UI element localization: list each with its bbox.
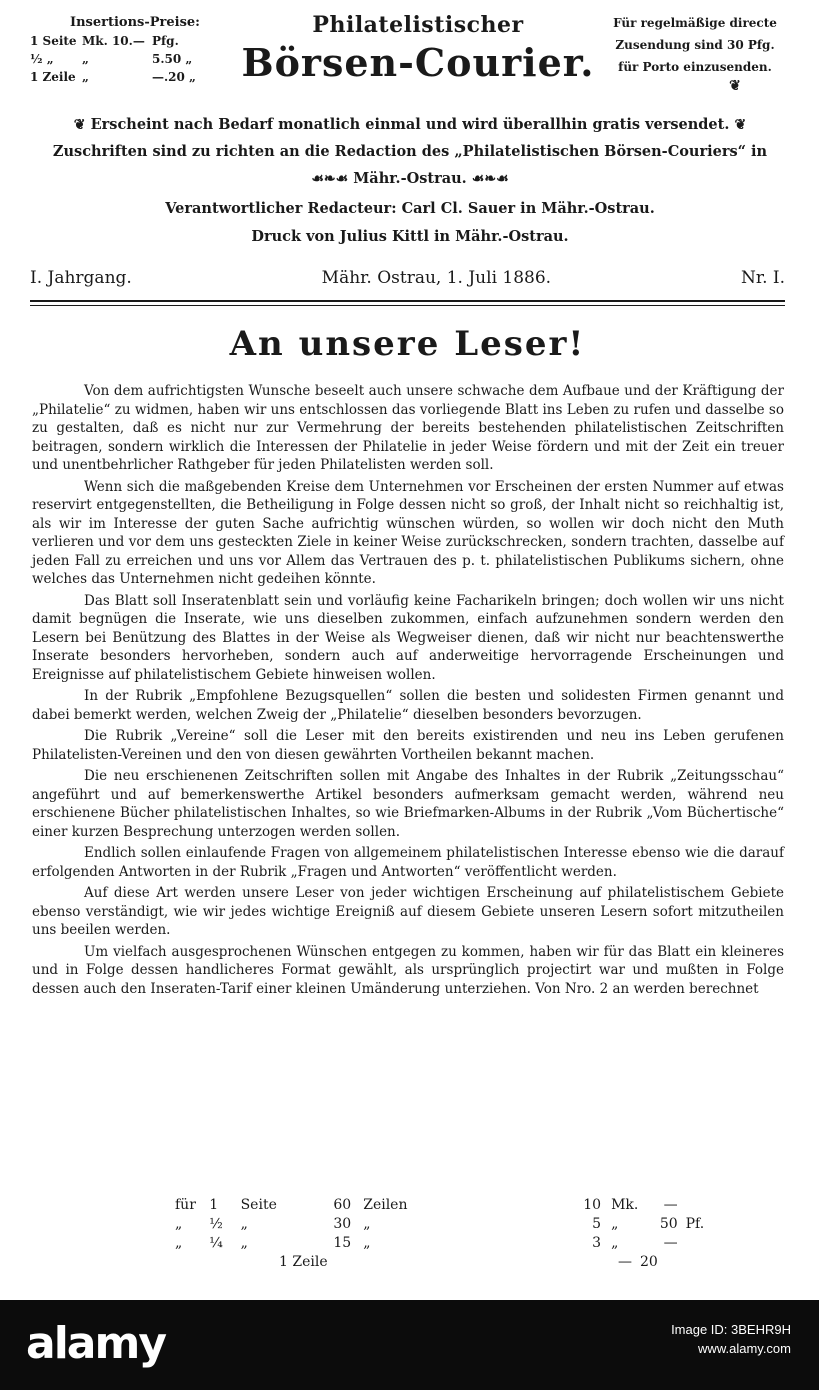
- masthead-line1: Philatelistischer: [312, 12, 524, 38]
- insertion-cell: „: [82, 52, 89, 66]
- subscription-line: für Porto einzusenden.: [618, 60, 772, 74]
- tariff-cell: „: [363, 1235, 371, 1251]
- tariff-cell: „: [363, 1216, 371, 1232]
- editor-line: Verantwortlicher Redacteur: Carl Cl. Sauer in Mähr.-Ostrau.: [165, 200, 655, 217]
- article-headline: An unsere Leser!: [229, 324, 586, 364]
- tariff-cell: „: [611, 1235, 619, 1251]
- correspondence-place: [30, 170, 790, 187]
- paragraph: Wenn sich die maßgebenden Kreise dem Unternehmen vor Erscheinen der ersten Nummer auf etwas reservirt entgegenstellten, die Betheiligung in Folge dessen nicht so groß, der Inhalt nicht so reichhaltig ist, als wir im Interesse der guten Sache aufrichtig wünschen würden, so wollen wir doch nicht den Muth verlieren und vor dem uns gesteckten Ziele in keiner Weise zurückschrecken, sondern trachten, dasselbe auf jeden Fall zu erreichen und uns vor Allem das Vertrauen des p. t. philatelistischen Publikums sichern, ohne welches das Unternehmen nicht gedeihen könnte.: [32, 478, 784, 587]
- insertion-cell: „: [82, 70, 89, 84]
- tariff-cell: 60: [333, 1197, 352, 1213]
- tariff-row: [175, 1196, 715, 1215]
- dateline: [30, 268, 785, 288]
- tariff-cell: ¼: [209, 1235, 223, 1251]
- ornament-icon: ☙❧☙: [471, 171, 509, 187]
- publication-note-text: Erscheint nach Bedarf monatlich einmal und wird überallhin gratis versendet.: [90, 116, 730, 133]
- tariff-cell: Pf.: [685, 1216, 705, 1232]
- fleuron-icon: ❦: [729, 78, 741, 94]
- paragraph: Das Blatt soll Inseratenblatt sein und vorläufig keine Facharikeln bringen; doch wollen wir uns nicht damit begnügen die Inserate, wie uns dieselben zukommen, einfach aufzunehmen sondern werden den Lesern bei Benützung des Blattes in der Weise als Wegweiser dienen, daß wir nicht nur beachtenswerthe Inserate besonders hervorheben, sondern auch auf anderweitige hervorragende Erscheinungen und Ereignisse auf philatelistischem Gebiete hinweisen wollen.: [32, 592, 784, 683]
- tariff-cell: „: [611, 1216, 619, 1232]
- subscription-note: [590, 12, 800, 94]
- publication-note: [30, 116, 790, 133]
- insertion-cell: 5.50 „: [152, 52, 193, 66]
- tariff-cell: „: [240, 1216, 248, 1232]
- tariff-cell: —: [663, 1235, 678, 1251]
- insertion-cell: —.20 „: [152, 70, 196, 84]
- insertion-cell: 1 Zeile: [30, 70, 76, 84]
- ornament-icon: ☙❧☙: [311, 171, 349, 187]
- tariff-single-line: [175, 1253, 715, 1272]
- tariff-cell: 20: [640, 1254, 658, 1270]
- tariff-cell: 1: [209, 1197, 219, 1213]
- tariff-cell: —: [618, 1254, 632, 1270]
- stock-footer: [0, 1300, 819, 1390]
- insertion-row: [30, 50, 240, 68]
- insertion-cell: ½ „: [30, 52, 54, 66]
- fleuron-icon: ❦: [734, 117, 747, 133]
- place-date: Mähr. Ostrau, 1. Juli 1886.: [321, 268, 552, 288]
- tariff-table: [175, 1196, 715, 1272]
- tariff-cell: 5: [592, 1216, 602, 1232]
- tariff-cell: 50: [659, 1216, 678, 1232]
- tariff-cell: ½: [209, 1216, 223, 1232]
- tariff-cell: „: [240, 1235, 248, 1251]
- paragraph: Die neu erschienenen Zeitschriften sollen mit Angabe des Inhaltes in der Rubrik „Zeitungsschau“ angeführt und auf bemerkenswerthe Artikel besonders aufmerksam gemacht werden, während neu erschienene Bücher philatelistischen Inhaltes, so wie Briefmarken-Albums in der Rubrik „Vom Büchertische“ einer kurzen Besprechung unterzogen werden sollen.: [32, 768, 784, 840]
- tariff-cell: 15: [333, 1235, 352, 1251]
- insertion-row: [30, 68, 240, 86]
- brand-logo: alamy: [26, 1318, 165, 1369]
- site-url: www.alamy.com: [698, 1341, 791, 1356]
- tariff-cell: Seite: [240, 1197, 277, 1213]
- tariff-cell: 30: [333, 1216, 352, 1232]
- paragraph: Endlich sollen einlaufende Fragen von allgemeinem philatelistischen Interesse ebenso wie die darauf erfolgenden Antworten in der Rubrik „Fragen und Antworten“ veröffentlicht werden.: [32, 845, 784, 880]
- tariff-cell: 1 Zeile: [279, 1254, 328, 1270]
- article-body: [32, 382, 784, 1001]
- insertion-prices: [30, 14, 240, 86]
- masthead-title: Börsen-Courier.: [241, 40, 595, 85]
- image-id: Image ID: 3BEHR9H: [671, 1322, 791, 1337]
- insertion-cell: Mk. 10.—: [82, 34, 145, 48]
- insertion-row: [30, 32, 240, 50]
- correspondence-note: Zuschriften sind zu richten an die Redaction des „Philatelistischen Börsen-Couriers“ in: [52, 143, 768, 160]
- volume-label: I. Jahrgang.: [30, 268, 132, 288]
- subscription-line: Für regelmäßige directe: [613, 16, 777, 30]
- tariff-cell: —: [663, 1197, 678, 1213]
- tariff-cell: Mk.: [611, 1197, 639, 1213]
- insertion-cell: 1 Seite: [30, 34, 77, 48]
- divider: [30, 305, 785, 306]
- tariff-cell: 10: [583, 1197, 602, 1213]
- tariff-cell: 3: [592, 1235, 602, 1251]
- paragraph: Von dem aufrichtigsten Wunsche beseelt auch unsere schwache dem Aufbaue und der Kräftigung der „Philatelie“ zu widmen, haben wir uns entschlossen das vorliegende Blatt ins Leben zu rufen und dasselbe so zu gestalten, daß es nicht nur zur Vermehrung der bereits bestehenden philatelistischen Zeitschriften beitragen, sondern wirklich die Interessen der Philatelie in jeder Weise fördern und mit der Zeit ein treuer und unentbehrlicher Rathgeber für jeden Philatelisten werden soll.: [32, 383, 784, 473]
- tariff-cell: Zeilen: [363, 1197, 408, 1213]
- tariff-row: [175, 1215, 715, 1234]
- printer-line: Druck von Julius Kittl in Mähr.-Ostrau.: [251, 228, 569, 245]
- masthead: [228, 12, 608, 88]
- paragraph: Auf diese Art werden unsere Leser von jeder wichtigen Erscheinung auf philatelistischem Gebiete ebenso verständigt, wie wir jedes wichtige Ereigniß auf diesem Gebiete unseren Lesern sofort mitzutheilen uns beeilen werden.: [32, 885, 784, 938]
- divider: [30, 300, 785, 302]
- subscription-line: Zusendung sind 30 Pfg.: [615, 38, 775, 52]
- issue-number: Nr. I.: [740, 268, 785, 288]
- tariff-row: [175, 1234, 715, 1253]
- insertion-cell: Pfg.: [152, 34, 179, 48]
- paragraph: Die Rubrik „Vereine“ soll die Leser mit den bereits existirenden und neu ins Leben gerufenen Philatelisten-Vereinen und den von diesen gewährten Vortheilen bekannt machen.: [32, 728, 784, 763]
- tariff-cell: für: [175, 1197, 196, 1213]
- tariff-cell: [686, 1196, 715, 1215]
- tariff-cell: „: [175, 1235, 183, 1251]
- paragraph: In der Rubrik „Empfohlene Bezugsquellen“ sollen die besten und solidesten Firmen genannt und dabei bemerkt werden, welchen Zweig der „Philatelie“ dieselben besonders bevorzugen.: [32, 688, 784, 723]
- insertion-title: Insertions-Preise:: [70, 15, 200, 30]
- fleuron-icon: ❦: [73, 117, 86, 133]
- image-id-block: [671, 1320, 791, 1358]
- paragraph: Um vielfach ausgesprochenen Wünschen entgegen zu kommen, haben wir für das Blatt ein kleineres und in Folge dessen handlicheres Format gewählt, als ursprünglich projectirt war und mußten in Folge dessen auch den Inseraten-Tarif einer kleinen Umänderung unterziehen. Von Nro. 2 an werden berechnet: [32, 943, 784, 997]
- correspondence-place-text: Mähr.-Ostrau.: [353, 170, 467, 187]
- tariff-cell: [686, 1234, 715, 1253]
- tariff-cell: „: [175, 1216, 183, 1232]
